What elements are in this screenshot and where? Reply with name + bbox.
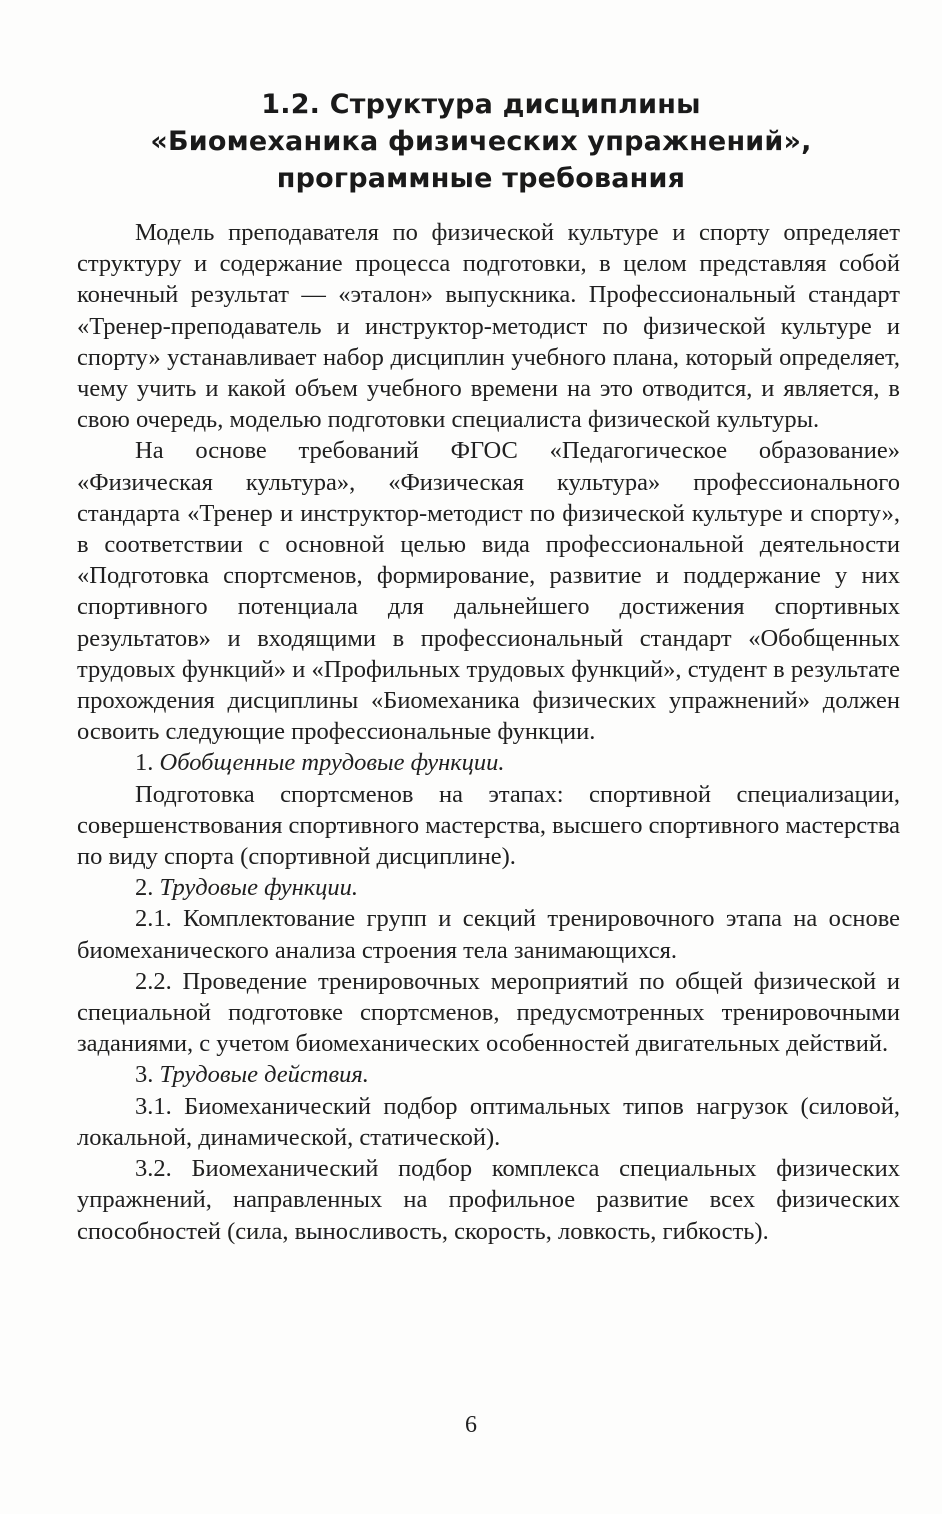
paragraph-3-1: 3.1. Биомеханический подбор оптимальных типов нагрузок (силовой, локальной, динамической, статической). bbox=[77, 1092, 900, 1151]
item-title: Обобщенные трудовые функции. bbox=[159, 749, 505, 777]
heading-line-2: «Биомеханика физических упражнений», bbox=[150, 126, 812, 157]
list-item-labor-functions bbox=[77, 872, 900, 903]
heading-line-3: программные требования bbox=[276, 163, 686, 194]
paragraph-model: Модель преподавателя по физической культуре и спорту определяет структуру и содержание процесса подготовки, в целом представляя собой конечный результат — «эталон» выпускника. Профессиональный стандарт «Тренер-преподаватель и инструктор-методист по физической культуре и спорту» устанавливает набор дисциплин учебного плана, который определяет, чему учить и какой объем учебного времени на это отводится, и является, в свою очередь, моделью подготовки специалиста физической культуры. bbox=[77, 219, 900, 434]
page-number: 6 bbox=[465, 1412, 477, 1438]
section-heading bbox=[60, 86, 902, 197]
item-title: Трудовые функции. bbox=[159, 874, 359, 902]
paragraph-fgos: На основе требований ФГОС «Педагогическое образование» «Физическая культура», «Физическая культура» профессионального стандарта «Тренер и инструктор-методист по физической культуре и спорту», в соответствии с основной целью вида профессиональной деятельности «Подготовка спортсменов, формирование, развитие и поддержание у них спортивного потенциала для дальнейшего достижения спортивных результатов» и входящими в профессиональный стандарт «Обобщенных трудовых функций» и «Профильных трудовых функций», студент в результате прохождения дисциплины «Биомеханика физических упражнений» должен освоить следующие профессиональные функции. bbox=[77, 437, 900, 746]
paragraph-3-2: 3.2. Биомеханический подбор комплекса специальных физических упражнений, направленных на профильное развитие всех физических способностей (сила, выносливость, скорость, ловкость, гибкость). bbox=[77, 1155, 900, 1245]
item-number: 2. bbox=[135, 874, 154, 902]
item-number: 3. bbox=[135, 1061, 154, 1089]
list-item-labor-actions bbox=[77, 1059, 900, 1090]
paragraph-2-1: 2.1. Комплектование групп и секций тренировочного этапа на основе биомеханического анализа строения тела занимающихся. bbox=[77, 905, 900, 964]
body-text bbox=[77, 217, 900, 1247]
paragraph-athlete-training: Подготовка спортсменов на этапах: спортивной специализации, совершенствования спортивного мастерства, высшего спортивного мастерства по виду спорта (спортивной дисциплине). bbox=[77, 780, 900, 871]
list-item-generalized-functions bbox=[77, 747, 900, 778]
item-title: Трудовые действия. bbox=[159, 1061, 369, 1089]
paragraph-2-2: 2.2. Проведение тренировочных мероприятий по общей физической и специальной подготовке спортсменов, предусмотренных тренировочными заданиями, с учетом биомеханических особенностей двигательных действий. bbox=[77, 967, 900, 1058]
item-number: 1. bbox=[135, 749, 154, 777]
heading-line-1: 1.2. Структура дисциплины bbox=[261, 89, 701, 120]
